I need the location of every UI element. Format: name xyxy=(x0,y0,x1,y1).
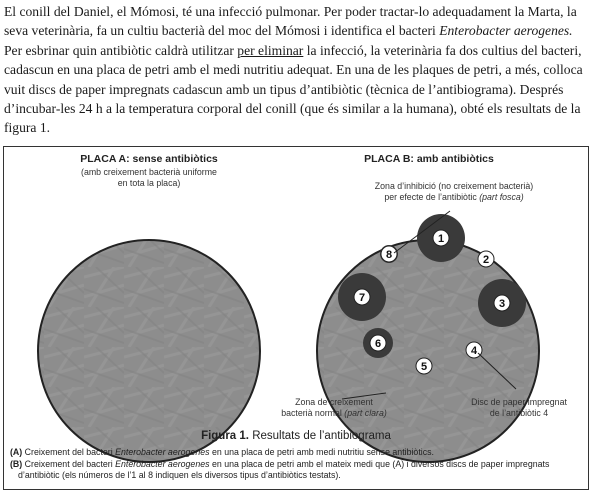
plate-a-subtitle-1: (amb creixement bacterià uniforme xyxy=(81,167,217,177)
disc-number-4: 4 xyxy=(470,345,478,357)
plate-b xyxy=(317,240,539,462)
plate-b-title: PLACA B: amb antibiòtics xyxy=(364,153,494,165)
plate-a-title: PLACA A: sense antibiòtics xyxy=(80,153,218,165)
growth-label-1: Zona de creixement xyxy=(295,397,373,407)
disc-number-5: 5 xyxy=(420,361,428,373)
caption-bold: Figura 1. xyxy=(201,430,249,442)
zone-label-1: Zona d’inhibició (no creixement bacterià) xyxy=(374,181,534,191)
legend-b xyxy=(10,459,584,481)
legend-b-text3: d’antibiòtic (els números de l’1 al 8 indiquen els diversos tipus d’antibiòtics testats). xyxy=(18,470,341,480)
legend-b-text2: en una placa de petri amb el mateix medi que (A) i diversos discs de paper impregnats xyxy=(209,459,550,469)
disc-number-8: 8 xyxy=(385,249,393,261)
disc-number-3: 3 xyxy=(498,298,506,310)
disc-label xyxy=(459,397,579,419)
disc-number-1: 1 xyxy=(437,233,445,245)
plate-a-subtitle xyxy=(64,167,234,189)
para-text-2: Per esbrinar quin antibiòtic caldrà utilitzar xyxy=(4,42,238,58)
legend-a-text2: en una placa de petri amb medi nutritiu sense antibiòtics. xyxy=(209,447,434,457)
disc-number-2: 2 xyxy=(482,254,490,266)
figure-1 xyxy=(3,146,589,490)
legend-a-italic: Enterobacter aerogenes xyxy=(115,447,210,457)
para-text-3: la infecció, la veterinària fa dos cultius del bacteri, cadascun en una placa de petri amb el medi nutritiu adequat. En una de les plaques de petri, a més, colloca vuit discs de paper impregnats cadascun amb un tipus d’antibiòtic (tècnica de l’antibiograma). Després d’incubar-les 24 h a la temperatura corporal del conill (que és similar a la humana), obté els resultats de la figura 1. xyxy=(4,42,583,136)
zone-label xyxy=(354,181,554,203)
legend-b-label: (B) xyxy=(10,459,23,469)
legend-b-italic: Enterobacter aerogenes xyxy=(115,459,210,469)
intro-paragraph xyxy=(4,2,590,138)
para-text-1: El conill del Daniel, el Mómosi, té una infecció pulmonar. Per poder tractar-lo adequadament la Marta, la seva veterinària, fa un cultiu bacterià del moc del Mómosi i identifica el bacteri xyxy=(4,4,577,39)
growth-label-italic: (part clara) xyxy=(344,408,387,418)
species-name: Enterobacter aerogenes. xyxy=(439,23,573,39)
growth-label-2: bacterià normal xyxy=(281,408,345,418)
legend-a-label: (A) xyxy=(10,447,23,457)
disc-number-6: 6 xyxy=(374,338,382,350)
disc-label-2: de l’antibiòtic 4 xyxy=(489,408,549,418)
disc-label-1: Disc de paper impregnat xyxy=(471,397,567,407)
growth-label xyxy=(269,397,399,419)
plate-a xyxy=(38,240,260,462)
underlined-phrase: per eliminar xyxy=(237,42,304,58)
zone-label-italic: (part fosca) xyxy=(479,192,524,202)
legend-a xyxy=(10,447,584,458)
plate-a-subtitle-2: en tota la placa) xyxy=(117,178,181,188)
legend-b-text1: Creixement del bacteri xyxy=(22,459,116,469)
legend-a-text1: Creixement del bacteri xyxy=(22,447,116,457)
figure-caption xyxy=(4,430,588,442)
caption-text: Resultats de l’antibiograma xyxy=(249,430,391,442)
zone-label-2: per efecte de l’antibiòtic xyxy=(384,192,480,202)
disc-number-7: 7 xyxy=(358,292,366,304)
